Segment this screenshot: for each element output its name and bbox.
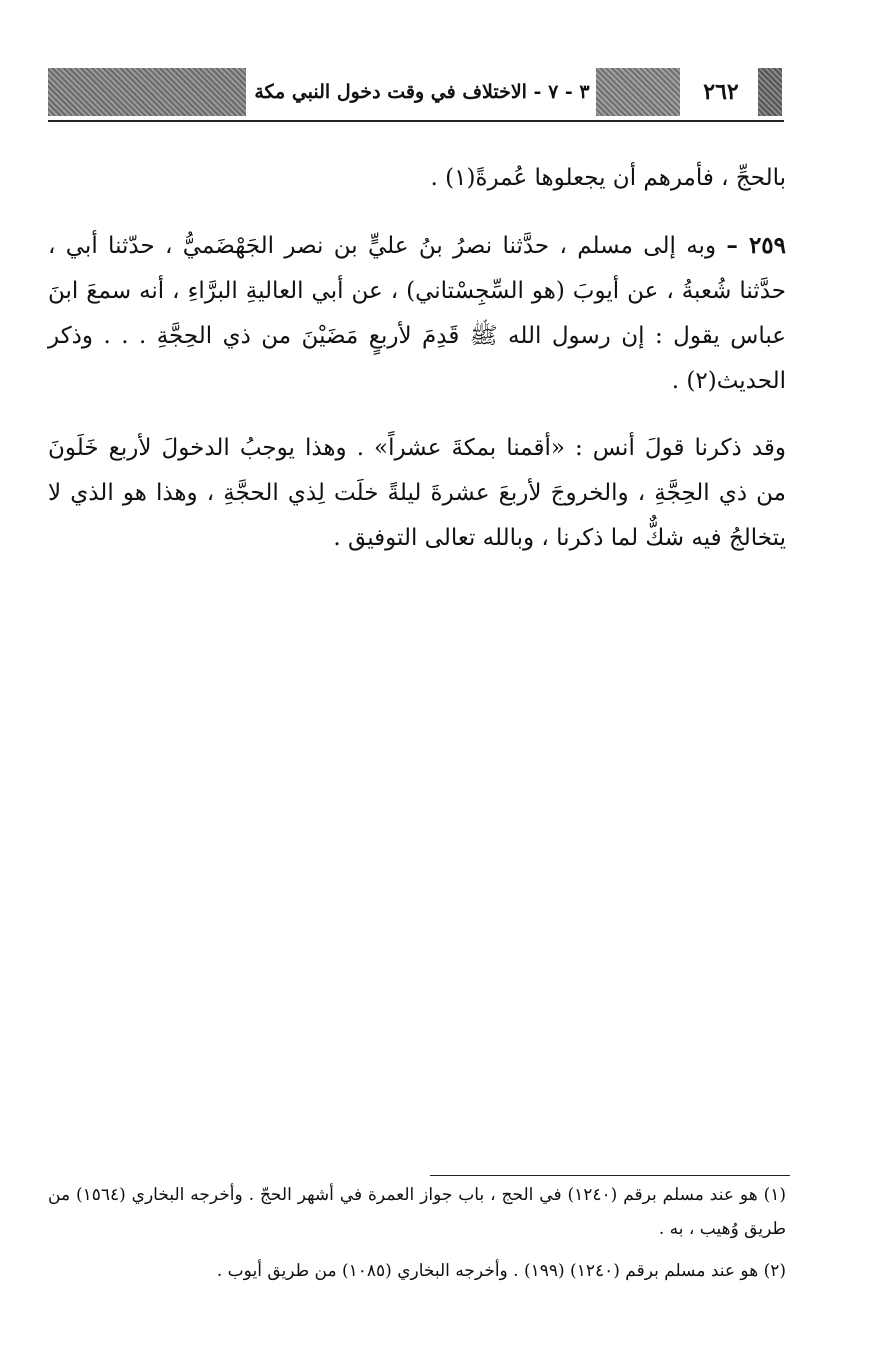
header-shade-block-right (758, 68, 782, 116)
header-shade-block-left (48, 68, 246, 116)
paragraph-commentary: وقد ذكرنا قولَ أنس : «أقمنا بمكةَ عشراً» . وهذا يوجبُ الدخولَ لأربع خَلَونَ من ذي الحِجَّةِ ، والخروجَ لأربعَ عشرةَ ليلةً خلَت لِذي الحجَّةِ ، وهذا هو الذي لا يتخالجُ فيه شكٌّ لما ذكرنا ، وبالله تعالى التوفيق . (48, 435, 786, 551)
page-header (48, 66, 784, 124)
hadith-number: ٢٥٩ – (726, 232, 787, 259)
page-number: ٢٦٢ (703, 79, 739, 105)
header-shade-block-mid (596, 68, 680, 116)
footnote-2: (٢) هو عند مسلم برقم (١٢٤٠) (١٩٩) . وأخرجه البخاري (١٠٨٥) من طريق أيوب . (216, 1261, 786, 1281)
body-text (48, 156, 786, 583)
footnote-1: (١) هو عند مسلم برقم (١٢٤٠) في الحج ، باب جواز العمرة في أشهر الحجّ . وأخرجه البخاري (١٥٦٤) من طريق وُهيب ، به . (48, 1185, 786, 1239)
paragraph-hadith (48, 223, 786, 404)
header-rule (48, 120, 784, 122)
hadith-text: وبه إلى مسلم ، حدَّثنا نصرُ بنُ عليٍّ بن نصر الجَهْضَميُّ ، حدّثنا أبي ، حدَّثنا شُعبةُ ، عن أيوبَ (هو السِّجِسْتاني) ، عن أبي العاليةِ البرَّاءِ ، أنه سمعَ ابنَ عباس يقول : إن رسول الله ﷺ قَدِمَ لأربعٍ مَضَيْنَ من ذي الحِجَّةِ . . . وذكر الحديث(٢) . (48, 233, 786, 394)
paragraph-continuation: بالحجِّ ، فأمرهم أن يجعلوها عُمرةً(١) . (430, 165, 786, 191)
footnotes (48, 1178, 786, 1296)
header-title: ٣ - ٧ - الاختلاف في وقت دخول النبي مكة (254, 81, 590, 103)
footnote-rule (430, 1175, 790, 1176)
